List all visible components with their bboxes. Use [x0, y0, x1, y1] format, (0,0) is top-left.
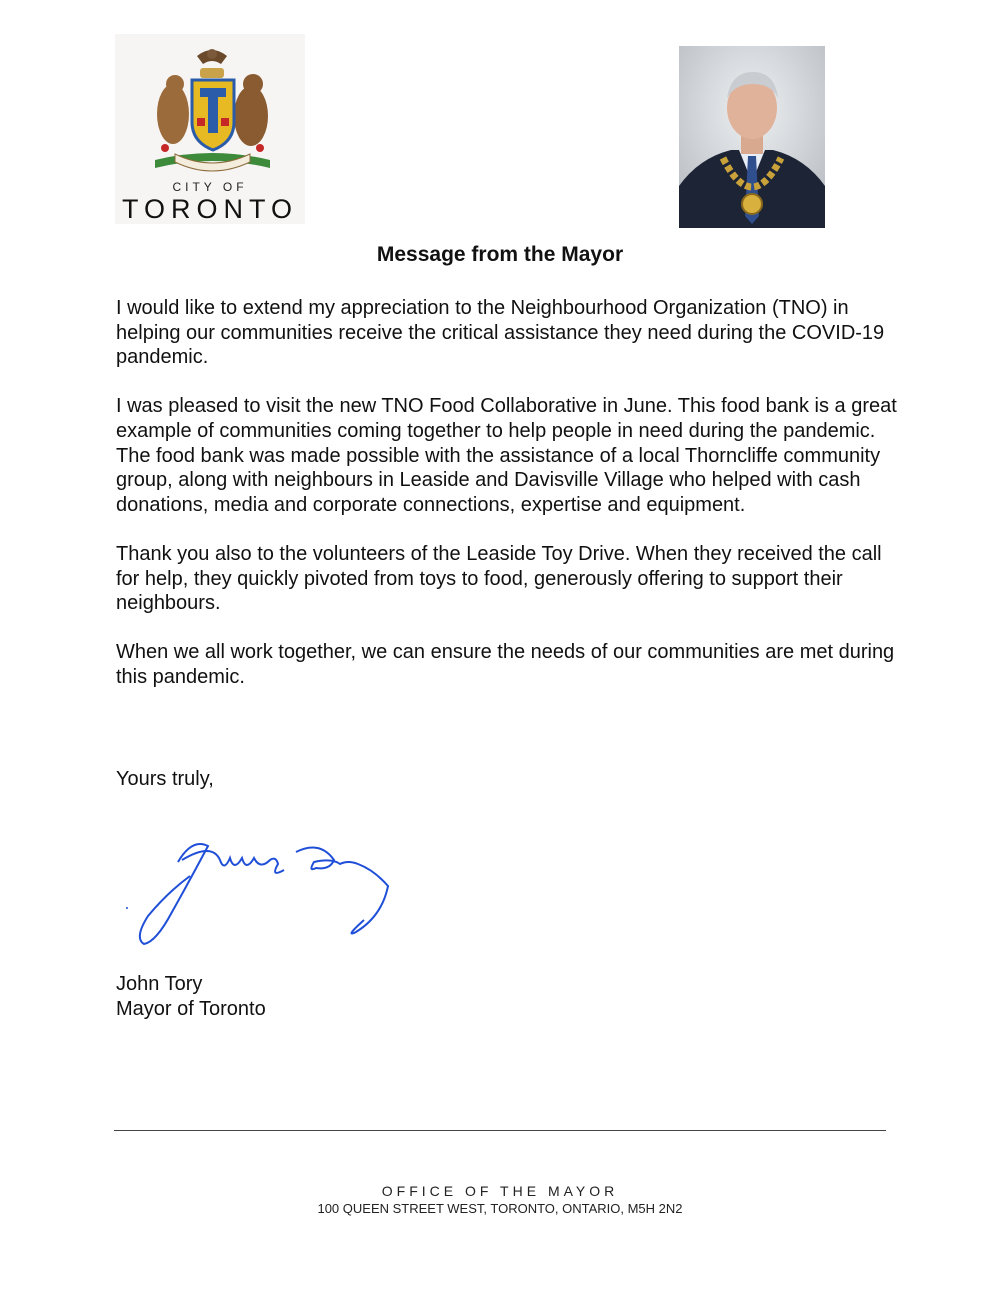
coat-of-arms-icon — [145, 42, 280, 182]
paragraph-3: Thank you also to the volunteers of the Leaside Toy Drive. When they received the call for help, they quickly pivoted from toys to food, generously offering to support their neighbours. — [116, 542, 882, 615]
signer-name: John Tory — [116, 973, 203, 995]
city-of-toronto-logo — [115, 34, 305, 224]
letter-body — [116, 296, 906, 714]
signer-role: Mayor of Toronto — [116, 998, 266, 1020]
logo-city-of: CITY OF — [172, 180, 248, 194]
footer-divider — [114, 1130, 886, 1131]
paragraph-2: I was pleased to visit the new TNO Food Collaborative in June. This food bank is a great example of communities coming together to help people in need during the pandemic. The food bank was made possible with the assistance of a local Thorncliffe community group, along with neighbours in Leaside and Davisville Village who helped with cash donations, media and corporate connections, expertise and equipment. — [116, 395, 897, 516]
closing: Yours truly, — [116, 768, 214, 790]
paragraph-1: I would like to extend my appreciation to the Neighbourhood Organization (TNO) in helping our communities receive the critical assistance they need during the COVID-19 pandemic. — [116, 297, 885, 369]
footer-office: OFFICE OF THE MAYOR — [381, 1183, 619, 1199]
page-title: Message from the Mayor — [376, 243, 624, 266]
signature — [120, 820, 400, 950]
mayor-portrait — [679, 46, 825, 228]
logo-toronto: TORONTO — [121, 194, 298, 224]
paragraph-4: When we all work together, we can ensure the needs of our communities are met during this pandemic. — [116, 641, 895, 688]
signer-block — [116, 972, 266, 1022]
footer-address: 100 QUEEN STREET WEST, TORONTO, ONTARIO, M5H 2N2 — [317, 1201, 683, 1216]
